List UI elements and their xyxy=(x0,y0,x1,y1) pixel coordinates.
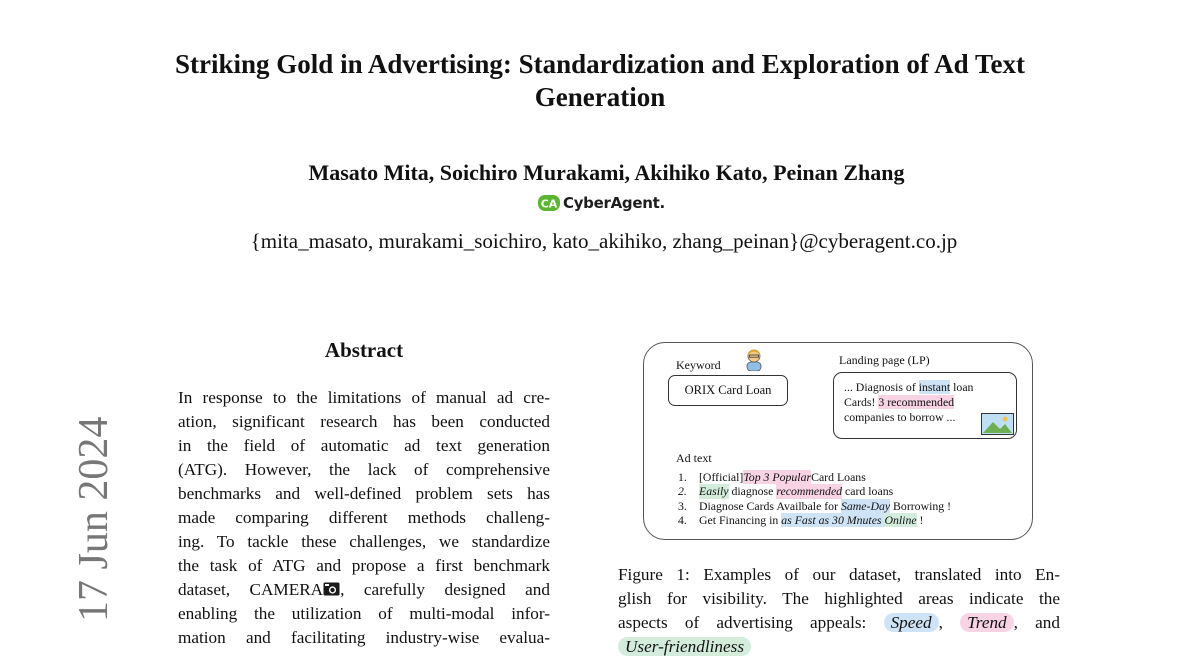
abstract-line-9-pre: dataset, CAMERA xyxy=(178,580,324,599)
ad-text-label: Ad text xyxy=(676,451,712,465)
caption-line: Figure 1: Examples of our dataset, translated into En- xyxy=(618,565,1060,584)
logo-text: CyberAgent. xyxy=(563,194,665,212)
abstract-line: benchmarks and well-defined problem sets has xyxy=(178,484,550,503)
ad-highlight-trend: Top 3 Popular xyxy=(743,470,812,484)
title-line-2: Generation xyxy=(534,82,666,112)
landing-page-label: Landing page (LP) xyxy=(839,353,930,367)
ad-text: Diagnose Cards Availbale for xyxy=(699,498,841,513)
author-emails: {mita_masato, murakami_soichiro, kato_akihiko, zhang_peinan}@cyberagent.co.jp xyxy=(250,229,958,253)
cyberagent-logo-icon xyxy=(538,194,560,212)
arxiv-date-stamp xyxy=(18,416,117,622)
abstract-line: In response to the limitations of manual ad cre- xyxy=(178,388,550,407)
ad-number: 4. xyxy=(678,512,687,527)
abstract-body xyxy=(178,386,550,650)
list-item xyxy=(678,484,951,498)
ad-number: 3. xyxy=(678,498,687,513)
list-item xyxy=(678,499,951,513)
lp-line-2 xyxy=(844,395,1016,410)
ad-highlight-user-friendliness: Easily xyxy=(699,484,729,499)
ad-text: Card Loans xyxy=(811,470,866,484)
author-list: Masato Mita, Soichiro Murakami, Akihiko Kato, Peinan Zhang xyxy=(308,160,905,185)
ad-number: 1. xyxy=(678,470,687,484)
keyword-box: ORIX Card Loan xyxy=(668,375,788,406)
abstract-line-9-post: , carefully designed and xyxy=(340,580,550,599)
lp-highlight-trend: 3 recommended xyxy=(878,395,955,409)
lp-text: ... Diagnosis of xyxy=(844,380,919,394)
list-item xyxy=(678,513,951,527)
ad-text: Get Financing in xyxy=(699,512,782,527)
abstract-line: mation and facilitating industry-wise evalua- xyxy=(178,628,550,647)
title-line-1: Striking Gold in Advertising: Standardization and Exploration of Ad Text xyxy=(175,49,1025,79)
abstract-line: the task of ATG and propose a first benchmark xyxy=(178,556,550,575)
user-icon xyxy=(743,347,765,371)
caption-pill-user-friendliness: User-friendliness xyxy=(618,637,751,656)
ad-highlight-speed: as Fast as 30 Mnutes xyxy=(781,512,882,527)
ad-text: [Official] xyxy=(699,470,744,484)
ad-highlight-user-friendliness: Online xyxy=(884,512,917,527)
abstract-line: ation, significant research has been conducted xyxy=(178,412,550,431)
svg-text:CA: CA xyxy=(540,197,558,211)
lp-text: Cards! xyxy=(844,395,879,409)
ad-text: card loans xyxy=(842,484,894,499)
caption-line: glish for visibility. The highlighted areas indicate the xyxy=(618,589,1060,608)
abstract-line xyxy=(178,578,550,602)
lp-line-1 xyxy=(844,380,1016,395)
abstract-line: in the field of automatic ad text generation xyxy=(178,436,550,455)
caption-line xyxy=(618,635,1060,659)
figure-1 xyxy=(643,342,1033,540)
cyberagent-logo xyxy=(538,192,665,214)
caption-text: , and xyxy=(1013,613,1060,632)
ad-highlight-speed: Same-Day xyxy=(840,498,891,513)
image-thumbnail-icon xyxy=(981,413,1014,435)
abstract-line: (ATG). However, the lack of comprehensive xyxy=(178,460,550,479)
ad-text-list xyxy=(678,470,951,527)
ad-text: ! xyxy=(916,512,924,527)
ad-text: diagnose xyxy=(728,484,777,499)
caption-pill-trend: Trend xyxy=(960,613,1013,632)
lp-text: loan xyxy=(950,380,974,394)
caption-line: aspects of advertising appeals: Speed , Trend , and xyxy=(618,613,1060,632)
caption-pill-speed: Speed xyxy=(884,613,939,632)
lp-highlight-speed: instant xyxy=(918,380,951,394)
ad-text: Borrowing ! xyxy=(890,498,952,513)
ad-number: 2. xyxy=(678,484,687,499)
abstract-line: made comparing different methods challeng- xyxy=(178,508,550,527)
paper-title xyxy=(120,48,1080,114)
abstract-line: ing. To tackle these challenges, we standardize xyxy=(178,532,550,551)
abstract-heading: Abstract xyxy=(324,338,404,362)
camera-icon xyxy=(323,582,340,596)
keyword-label: Keyword xyxy=(676,358,721,372)
ad-highlight-trend: recommended xyxy=(776,484,843,499)
arxiv-date-text: 17 Jun 2024 xyxy=(71,416,117,622)
lp-line-3: companies to borrow ... xyxy=(844,410,956,424)
caption-text: aspects of advertising appeals: xyxy=(618,613,884,632)
abstract-line: enabling the utilization of multi-modal infor- xyxy=(178,604,550,623)
list-item xyxy=(678,470,951,484)
figure-1-caption xyxy=(618,563,1060,659)
